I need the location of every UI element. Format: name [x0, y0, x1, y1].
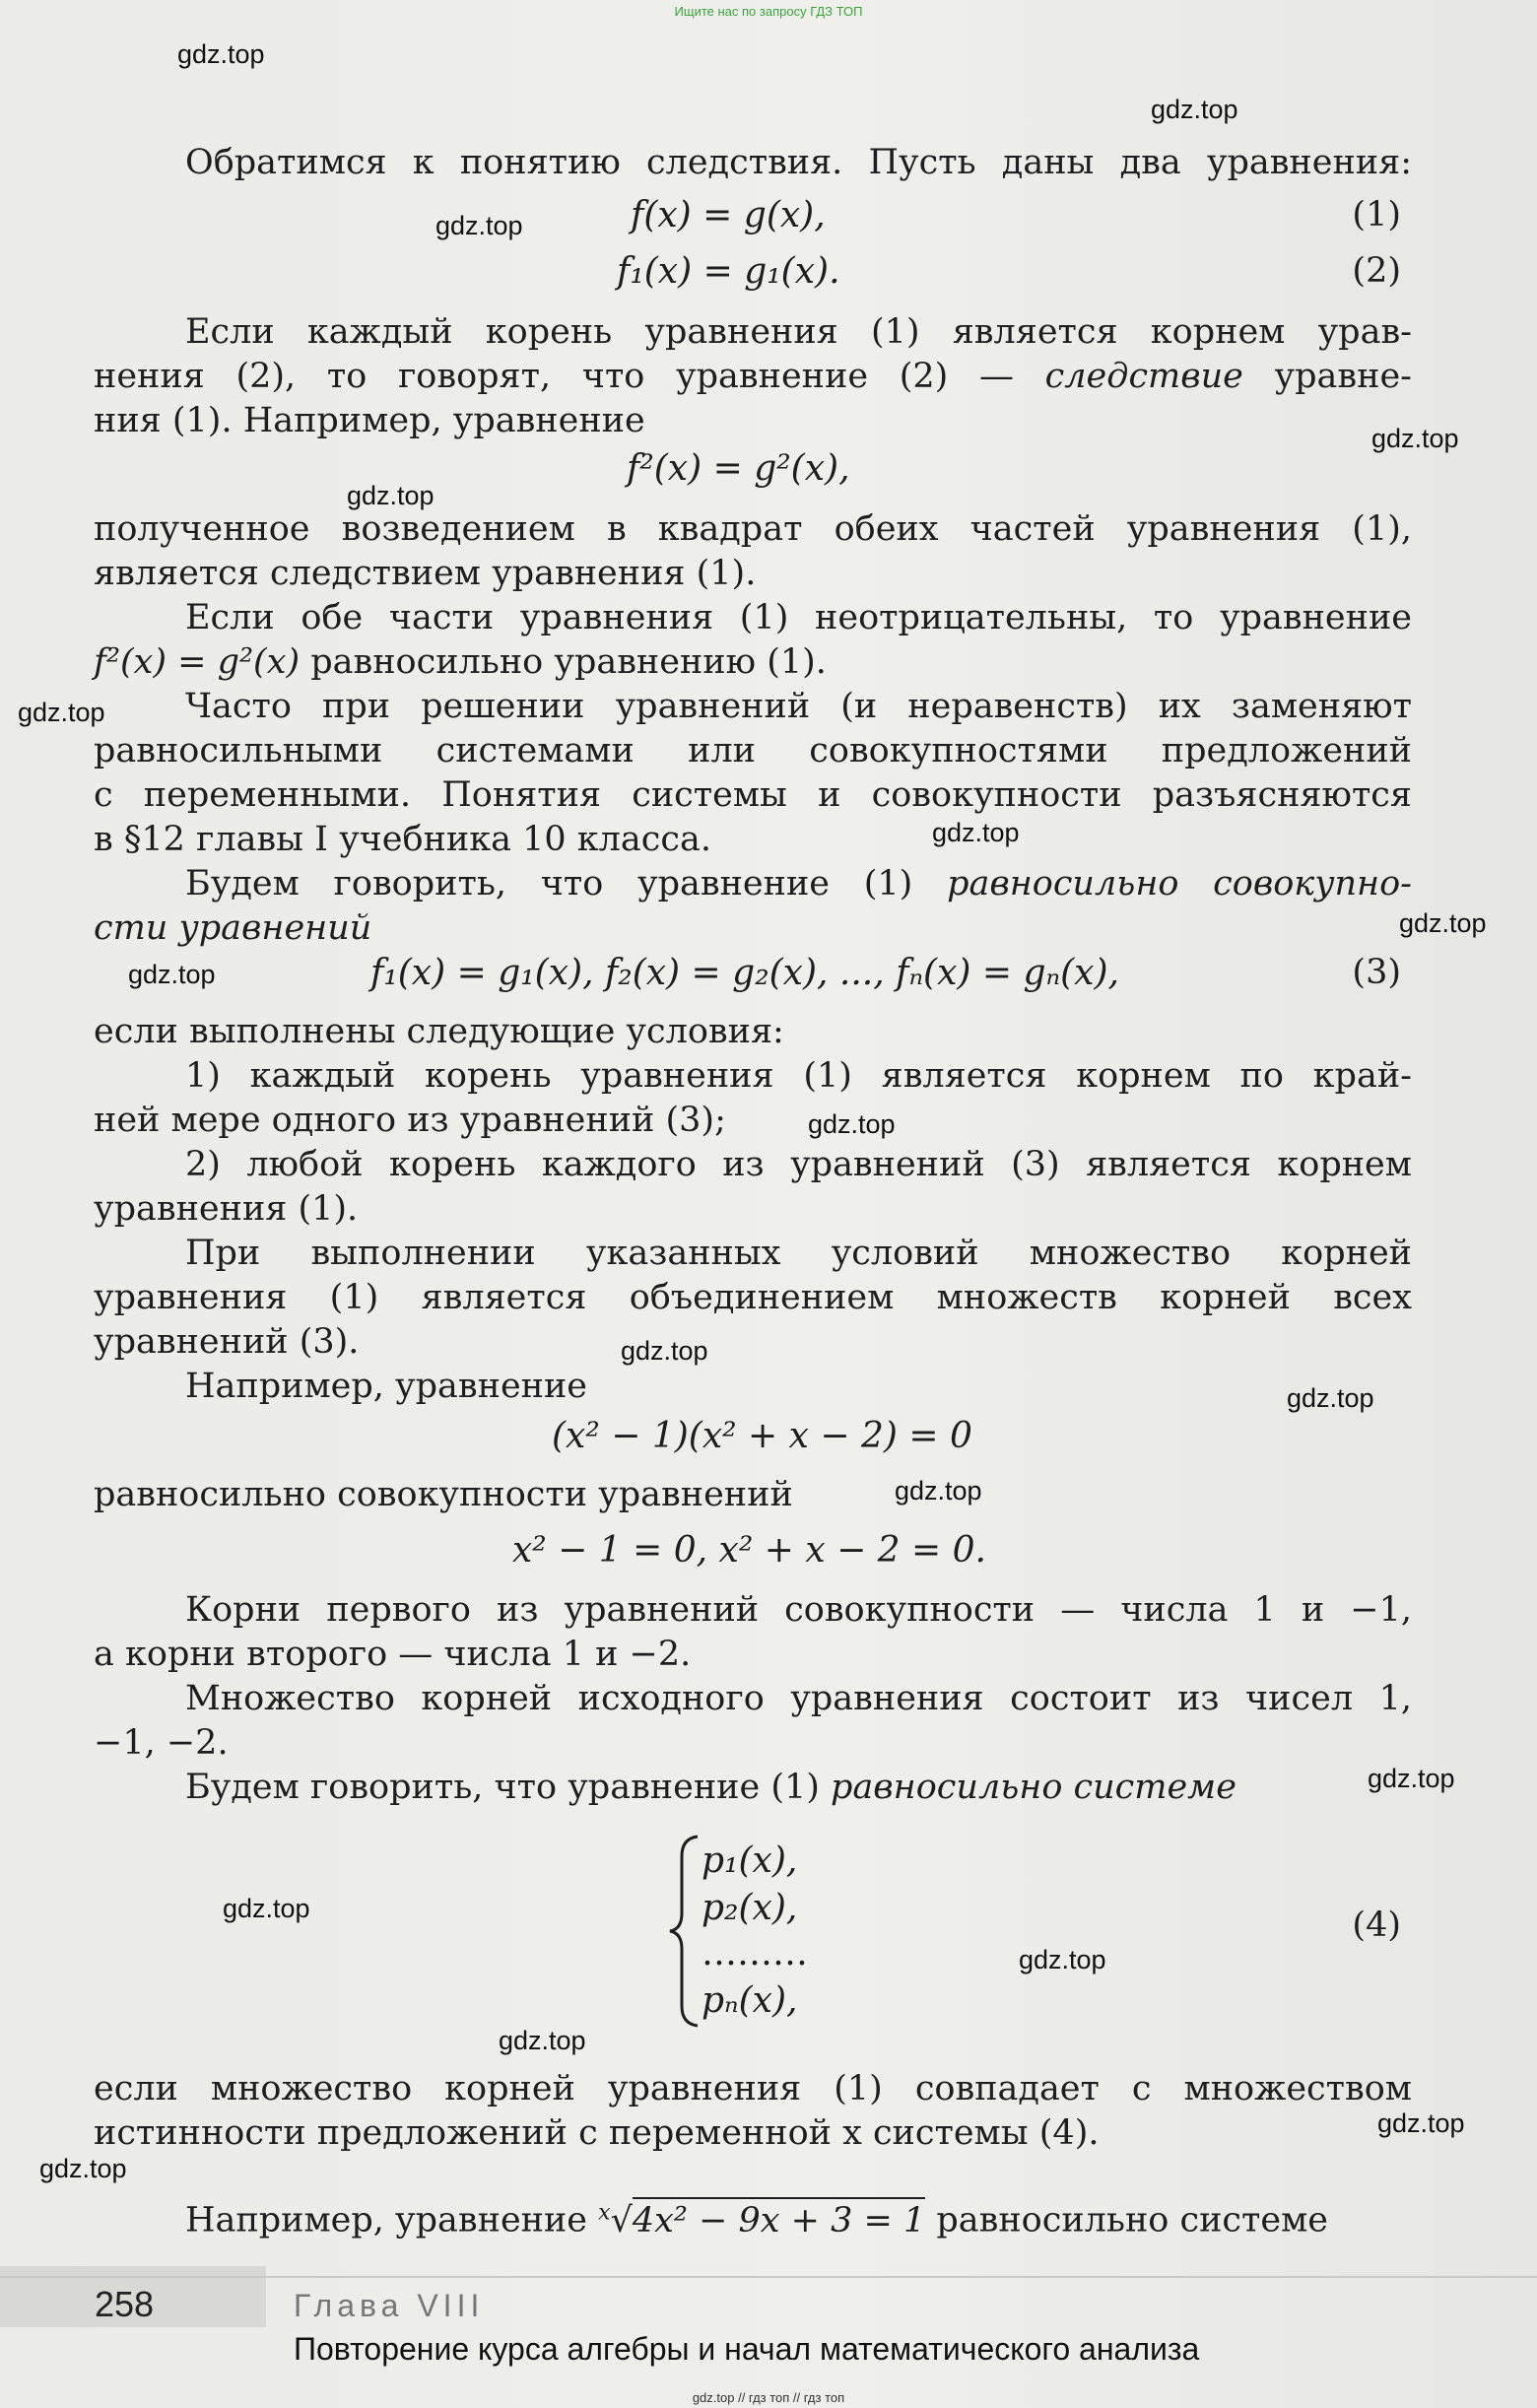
bottom-banner: gdz.top // гдз топ // гдз топ: [692, 2390, 845, 2405]
paragraph-line: уравнений (3).: [94, 1322, 360, 1362]
paragraph-line: истинности предложений с переменной x системы (4).: [94, 2113, 1100, 2153]
top-banner: Ищите нас по запросу ГДЗ ТОП: [674, 4, 863, 19]
paragraph-line: Будем говорить, что уравнение (1) равносильно системе: [185, 1768, 1236, 1807]
paragraph-line: равносильно совокупности уравнений: [94, 1475, 793, 1514]
watermark: gdz.top: [621, 1336, 708, 1366]
equation-6: x² − 1 = 0, x² + x − 2 = 0.: [512, 1530, 986, 1571]
system-line-n: pₙ(x),: [702, 1980, 798, 2021]
paragraph-line: Например, уравнение: [185, 1367, 588, 1406]
page-number: 258: [95, 2284, 155, 2324]
watermark: gdz.top: [1287, 1383, 1374, 1413]
watermark: gdz.top: [18, 698, 105, 727]
watermark: gdz.top: [347, 481, 434, 510]
watermark: gdz.top: [1151, 95, 1238, 124]
watermark: gdz.top: [128, 960, 216, 989]
system-line-2: p₂(x),: [702, 1888, 798, 1928]
watermark: gdz.top: [1019, 1945, 1106, 1974]
paragraph-line: При выполнении указанных условий множество корней: [185, 1234, 1412, 1273]
paragraph-line: Будем говорить, что уравнение (1) равносильно совокупно-: [185, 864, 1412, 903]
paragraph-line: Например, уравнение $^x$√4x² − 9x + 3 = 1 равносильно системе: [185, 2190, 1412, 2243]
equation-3: f²(x) = g²(x),: [627, 448, 850, 489]
paragraph-line: Часто при решении уравнений (и неравенств) их заменяют: [185, 687, 1412, 726]
equation-1: f(x) = g(x),: [631, 195, 826, 235]
watermark: gdz.top: [808, 1109, 896, 1139]
watermark: gdz.top: [499, 2026, 586, 2055]
watermark: gdz.top: [177, 39, 265, 69]
equation-number-2: (2): [1352, 251, 1401, 291]
watermark: gdz.top: [932, 818, 1020, 847]
paragraph-line: 2) любой корень каждого из уравнений (3) является корнем: [185, 1145, 1412, 1184]
paragraph-line: является следствием уравнения (1).: [94, 554, 757, 593]
system-ellipsis: ………: [702, 1933, 808, 1973]
running-title: Повторение курса алгебры и начал математического анализа: [294, 2331, 1200, 2367]
paragraph-line: уравнения (1) является объединением множеств корней всех: [94, 1278, 1412, 1317]
paragraph-line: а корни второго — числа 1 и −2.: [94, 1635, 692, 1674]
radical-expression: $^x$√4x² − 9x + 3 = 1: [598, 2201, 925, 2241]
footer-divider: [0, 2276, 1537, 2278]
paragraph-line: f²(x) = g²(x) равносильно уравнению (1).: [94, 642, 827, 682]
paragraph-line: −1, −2.: [94, 1723, 229, 1763]
watermark: gdz.top: [223, 1894, 310, 1923]
watermark: gdz.top: [1399, 908, 1487, 938]
watermark: gdz.top: [895, 1476, 982, 1505]
equation-number-3: (3): [1352, 953, 1401, 992]
paragraph-line: 1) каждый корень уравнения (1) является корнем по край-: [185, 1056, 1412, 1096]
system-line-1: p₁(x),: [702, 1840, 798, 1881]
watermark: gdz.top: [1368, 1764, 1455, 1793]
chapter-title: Глава VIII: [294, 2288, 485, 2323]
equation-number-1: (1): [1352, 195, 1401, 234]
paragraph-line: нения (2), то говорят, что уравнение (2) — следствие уравне-: [94, 357, 1412, 396]
paragraph-line: Множество корней исходного уравнения состоит из чисел 1,: [185, 1679, 1412, 1718]
paragraph-line: если выполнены следующие условия:: [94, 1012, 784, 1051]
paragraph-line: Если каждый корень уравнения (1) является корнем урав-: [185, 312, 1412, 352]
paragraph-line: если множество корней уравнения (1) совпадает с множеством: [94, 2069, 1412, 2108]
watermark: gdz.top: [1371, 424, 1459, 453]
watermark: gdz.top: [39, 2154, 127, 2183]
equation-number-4: (4): [1352, 1906, 1401, 1945]
equation-set-3: f₁(x) = g₁(x), f₂(x) = g₂(x), ..., fₙ(x) = gₙ(x),: [370, 953, 1119, 993]
paragraph-line: Корни первого из уравнений совокупности — числа 1 и −1,: [185, 1590, 1412, 1630]
paragraph-line: в §12 главы I учебника 10 класса.: [94, 820, 711, 859]
paragraph-line: полученное возведением в квадрат обеих частей уравнения (1),: [94, 509, 1412, 549]
left-brace: [668, 1835, 702, 2028]
equation-5: (x² − 1)(x² + x − 2) = 0: [552, 1416, 972, 1456]
watermark: gdz.top: [435, 211, 523, 240]
paragraph-line: Если обе части уравнения (1) неотрицательны, то уравнение: [185, 598, 1412, 637]
equation-2: f₁(x) = g₁(x).: [617, 251, 840, 292]
paragraph-line: равносильными системами или совокупностями предложений: [94, 731, 1412, 770]
paragraph-line: сти уравнений: [94, 908, 372, 948]
watermark: gdz.top: [1377, 2108, 1465, 2138]
paragraph-line: ней мере одного из уравнений (3);: [94, 1101, 726, 1140]
paragraph-line: Обратимся к понятию следствия. Пусть даны два уравнения:: [185, 143, 1412, 182]
paragraph-line: ния (1). Например, уравнение: [94, 401, 645, 440]
paragraph-line: с переменными. Понятия системы и совокупности разъясняются: [94, 775, 1412, 815]
paragraph-line: уравнения (1).: [94, 1189, 359, 1229]
